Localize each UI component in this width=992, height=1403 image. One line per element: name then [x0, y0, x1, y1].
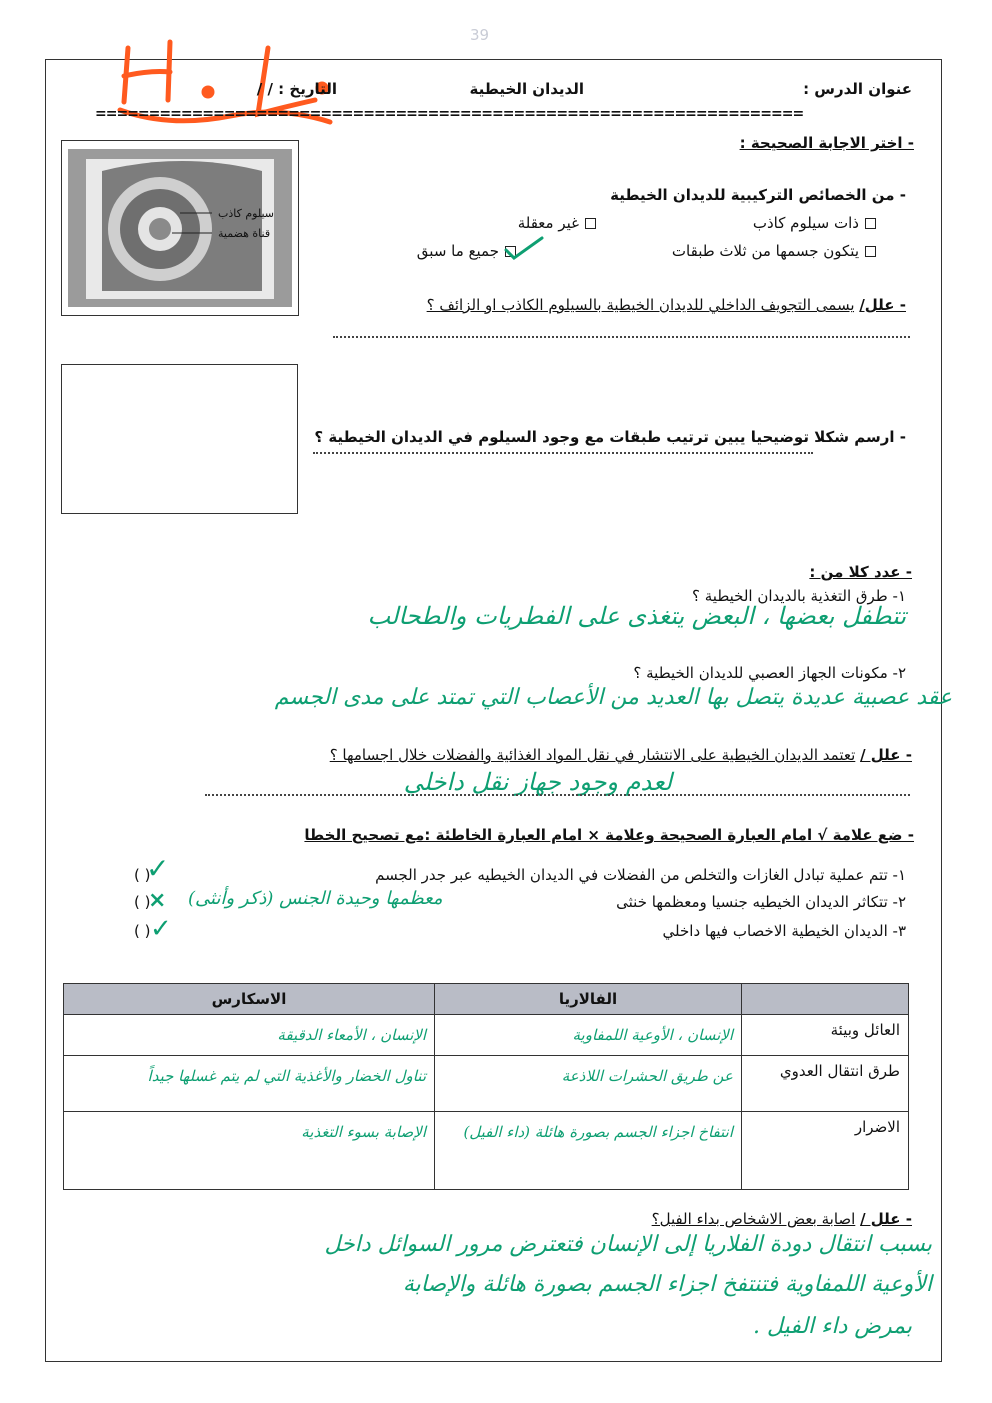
filaria-cell[interactable]: الإنسان ، الأوعية اللمفاوية [435, 1015, 742, 1056]
table-header-cell [742, 984, 909, 1015]
handwritten-answer-line-2: الأوعية اللمفاوية فتنتفخ اجزاء الجسم بصورة هائلة والإصابة [402, 1272, 932, 1297]
explain-question-3: - علل / اصابة بعض الاشخاص بداء الفيل؟ [651, 1210, 912, 1228]
tf-brackets-2[interactable]: ( ) [134, 893, 151, 911]
tf-mark-2: × [148, 888, 167, 913]
comparison-table [63, 983, 909, 1190]
checkbox-icon [865, 218, 876, 229]
initials-stroke [124, 72, 170, 77]
tf-correction-2: معظمها وحيدة الجنس (ذكر وأنثى) [188, 888, 443, 909]
row-label: طرق انتقال العدوي [742, 1056, 909, 1112]
table-row [64, 1112, 909, 1190]
initials-dot [204, 88, 212, 96]
mcq-option-1[interactable]: ذات سيلوم كاذب [753, 214, 876, 232]
tf-brackets-3[interactable]: ( ) [134, 922, 151, 940]
drawing-box[interactable] [61, 364, 298, 514]
row-label: العائل وبيئة [742, 1015, 909, 1056]
page-number: 39 [470, 26, 490, 44]
checkbox-icon [585, 218, 596, 229]
section-tf-heading: - ضع علامة √ امام العبارة الصحيحة وعلامة × امام العبارة الخاطئة :مع تصحيح الخطا [304, 826, 914, 844]
table-header-cell: الفالاريا [435, 984, 742, 1015]
checkmark-icon [502, 234, 546, 262]
count-question-1: ١- طرق التغذية بالديدان الخيطية ؟ [692, 587, 906, 605]
tf-mark-1: ✓ [146, 852, 170, 885]
table-row [64, 1056, 909, 1112]
handwritten-answer-3: لعدم وجود جهاز نقل داخلي [403, 768, 672, 796]
tf-mark-3: ✓ [150, 914, 172, 944]
filaria-cell[interactable]: عن طريق الحشرات اللاذعة [435, 1056, 742, 1112]
table-row [64, 1015, 909, 1056]
filaria-cell[interactable]: انتفاخ اجزاء الجسم بصورة هائلة (داء الفيل) [435, 1112, 742, 1190]
lesson-title: الديدان الخيطية [469, 80, 584, 98]
header-separator: ================================================================== [95, 106, 804, 122]
mcq-question: - من الخصائص التركيبية للديدان الخيطية [610, 186, 906, 204]
handwritten-answer-1: تتطفل بعضها ، البعض يتغذى على الفطريات والطحالب [367, 602, 906, 630]
answer-line[interactable] [333, 336, 910, 338]
draw-question: - ارسم شكلا توضيحيا يبين ترتيب طبقات مع وجود السيلوم في الديدان الخيطية ؟ [314, 428, 906, 446]
section-choose-heading: - اختر الاجابة الصحيحة : [739, 134, 914, 152]
handwritten-answer-line-3: بمرض داء الفيل . [752, 1314, 912, 1339]
tf-statement-1: ١- تتم عملية تبادل الغازات والتخلص من الفضلات في الديدان الخيطيه عبر جدر الجسم [375, 866, 906, 884]
table-header-cell: الاسكارس [64, 984, 435, 1015]
figure-box [61, 140, 299, 316]
mcq-option-4[interactable]: جميع ما سبق [417, 242, 516, 260]
ascaris-cell[interactable]: تناول الخضار والأغذية التي لم يتم غسلها جيداً [64, 1056, 435, 1112]
section-count-heading: - عدد كلا من : [809, 563, 912, 581]
figure-label-digestive-tract: قناة هضمية [218, 227, 271, 240]
answer-line[interactable] [313, 452, 813, 454]
ascaris-cell[interactable]: الإنسان ، الأمعاء الدقيقة [64, 1015, 435, 1056]
handwritten-answer-2: عقد عصبية عديدة يتصل بها العديد من الأعصاب التي تمتد على مدى الجسم [274, 685, 952, 710]
checkbox-icon [865, 246, 876, 257]
answer-line[interactable] [205, 794, 910, 796]
tf-statement-2: ٢- تتكاثر الديدان الخيطيه جنسيا ومعظمها خنثى [616, 893, 906, 911]
tf-statement-3: ٣- الديدان الخيطية الاخصاب فيها داخلي [662, 922, 906, 940]
lesson-title-label: عنوان الدرس : [803, 80, 912, 98]
mcq-option-2[interactable]: غير معقلة [518, 214, 596, 232]
explain-question-2: - علل / تعتمد الديدان الخيطية على الانتشار في نقل المواد الغذائية والفضلات خلال اجسامها ؟ [329, 746, 912, 764]
row-label: الاضرار [742, 1112, 909, 1190]
count-question-2: ٢- مكونات الجهاز العصبي للديدان الخيطية ؟ [633, 664, 906, 682]
tf-brackets-1[interactable]: ( ) [134, 866, 151, 884]
explain-question-1: - علل/ يسمى التجويف الداخلي للديدان الخيطية بالسيلوم الكاذب او الزائف ؟ [426, 296, 906, 314]
figure-label-pseudocoelom: سيلوم كاذب [218, 207, 275, 220]
table-header-row [64, 984, 909, 1015]
mcq-option-3[interactable]: يتكون جسمها من ثلاث طبقات [672, 242, 876, 260]
handwritten-answer-line-1: بسبب انتقال دودة الفلاريا إلى الإنسان فتعترض مرور السوائل داخل [324, 1232, 932, 1257]
date-label: التاريخ : / / [256, 80, 337, 98]
ascaris-cell[interactable]: الإصابة بسوء التغذية [64, 1112, 435, 1190]
